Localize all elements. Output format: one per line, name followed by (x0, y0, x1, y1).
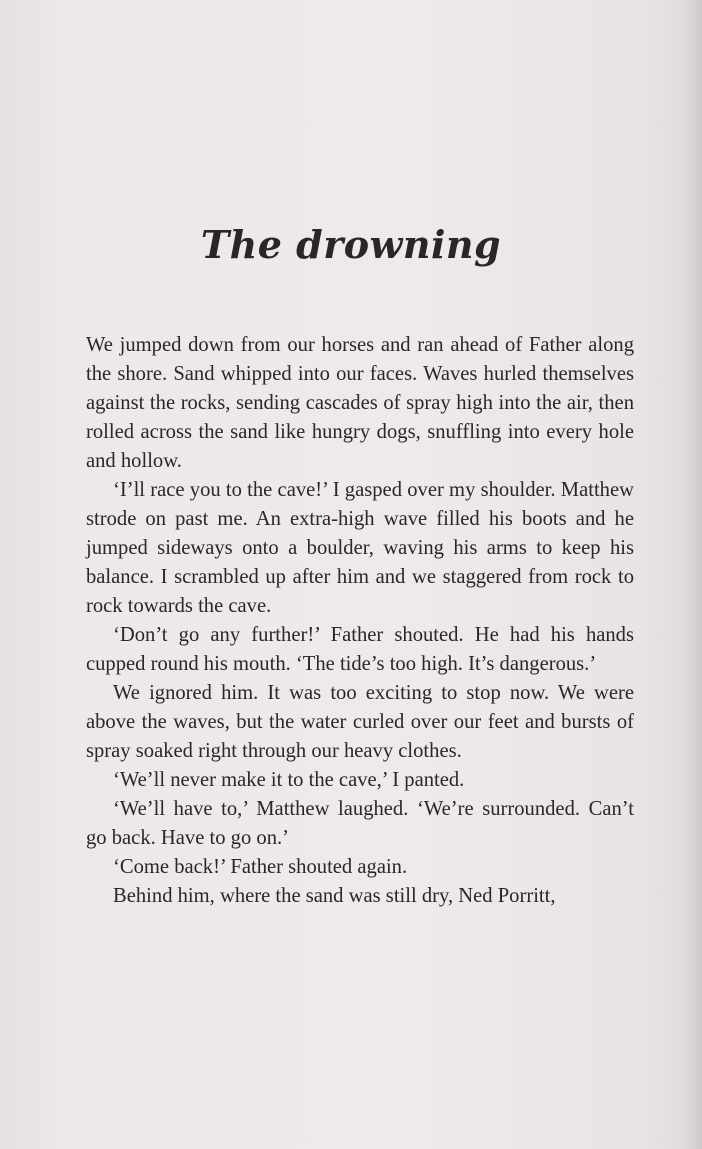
paragraph: ‘We’ll have to,’ Matthew laughed. ‘We’re surrounded. Can’t go back. Have to go on.’ (86, 798, 634, 849)
paragraph: ‘We’ll never make it to the cave,’ I panted. (113, 769, 465, 791)
paragraph: ‘Come back!’ Father shouted again. (113, 856, 408, 878)
chapter-title: The drowning (200, 222, 502, 267)
body-text (86, 331, 634, 911)
paragraph: Behind him, where the sand was still dry, Ned Porritt, (113, 885, 556, 907)
paragraph: ‘Don’t go any further!’ Father shouted. He had his hands cupped round his mouth. ‘The tide’s too high. It’s dangerous.’ (86, 624, 634, 675)
paragraph: We ignored him. It was too exciting to stop now. We were above the waves, but the water curled over our feet and bursts of spray soaked right through our heavy clothes. (86, 682, 634, 762)
paragraph: We jumped down from our horses and ran ahead of Father along the shore. Sand whipped into our faces. Waves hurled themselves against the rocks, sending cascades of spray high into the air, then rolled across the sand like hungry dogs, snuffling into every hole and hollow. (86, 334, 634, 472)
page-edge-shadow (684, 0, 702, 1149)
paragraph: ‘I’ll race you to the cave!’ I gasped over my shoulder. Matthew strode on past me. An extra-high wave filled his boots and he jumped sideways onto a boulder, waving his arms to keep his balance. I scrambled up after him and we staggered from rock to rock towards the cave. (86, 479, 634, 617)
